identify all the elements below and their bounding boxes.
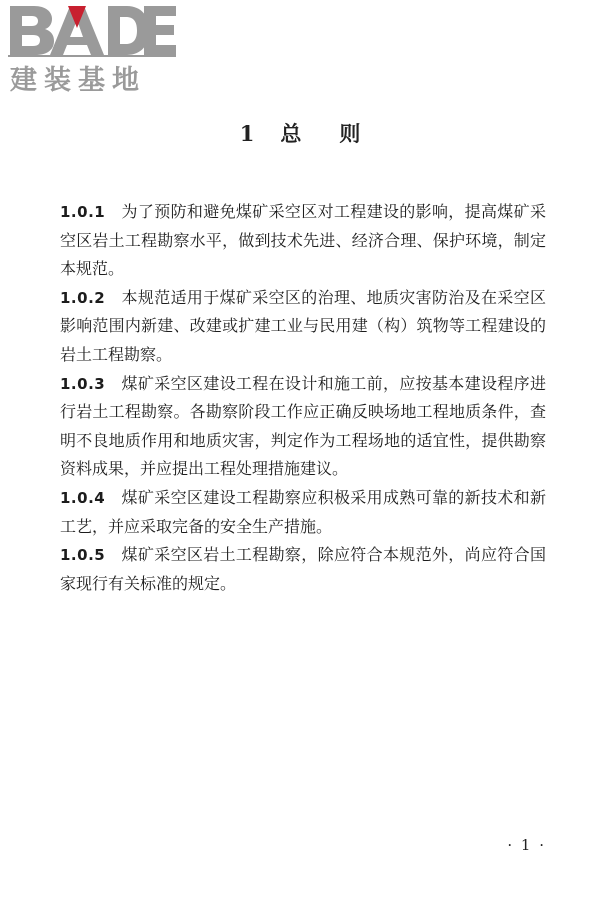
chapter-title-char-1: 总 xyxy=(280,121,302,146)
clause-text: 煤矿采空区岩土工程勘察，除应符合本规范外，尚应符合国家现行有关标准的规定。 xyxy=(60,545,546,593)
clause-number: 1.0.3 xyxy=(60,374,106,393)
clauses-body xyxy=(60,198,546,598)
chapter-number: 1 xyxy=(239,121,255,146)
chapter-title xyxy=(0,118,600,148)
clause-text: 为了预防和避免煤矿采空区对工程建设的影响，提高煤矿采空区岩土工程勘察水平，做到技术先进、经济合理、保护环境，制定本规范。 xyxy=(60,202,546,279)
bade-wordmark xyxy=(8,2,176,58)
page-number: · 1 · xyxy=(507,836,546,854)
clause-text: 本规范适用于煤矿采空区的治理、地质灾害防治及在采空区影响范围内新建、改建或扩建工业与民用建（构）筑物等工程建设的岩土工程勘察。 xyxy=(60,287,546,364)
clause-1-0-4 xyxy=(60,484,546,541)
clause-number: 1.0.4 xyxy=(60,488,106,507)
clause-number: 1.0.2 xyxy=(60,288,106,307)
clause-1-0-2 xyxy=(60,284,546,370)
clause-1-0-1 xyxy=(60,198,546,284)
clause-1-0-5 xyxy=(60,541,546,598)
chapter-title-char-2: 则 xyxy=(339,121,361,146)
bade-logo xyxy=(8,2,178,94)
clause-number: 1.0.5 xyxy=(60,546,106,565)
clause-1-0-3 xyxy=(60,370,546,484)
clause-text: 煤矿采空区建设工程在设计和施工前，应按基本建设程序进行岩土工程勘察。各勘察阶段工作应正确反映场地工程地质条件，查明不良地质作用和地质灾害，判定作为工程场地的适宜性，提供勘察资料成果，并应提出工程处理措施建议。 xyxy=(60,373,546,479)
logo-subtitle: 建装基地 xyxy=(10,65,146,96)
clause-text: 煤矿采空区建设工程勘察应积极采用成熟可靠的新技术和新工艺，并应采取完备的安全生产措施。 xyxy=(60,487,546,536)
clause-number: 1.0.1 xyxy=(60,203,106,221)
